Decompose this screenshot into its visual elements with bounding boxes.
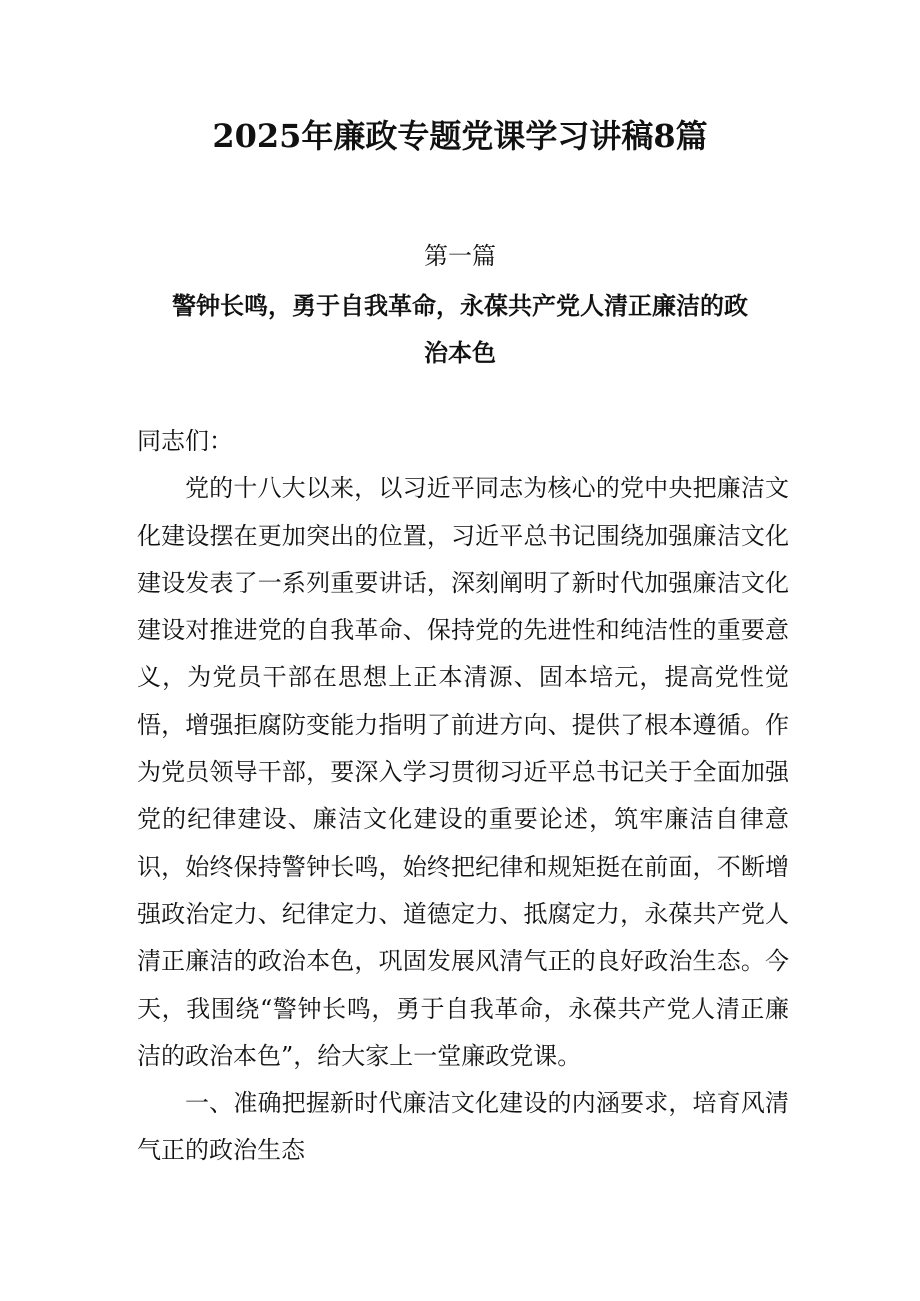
section-label: 第一篇 (424, 242, 496, 270)
salutation: 同志们： (137, 427, 233, 455)
body-paragraph-heading-1: 一、准确把握新时代廉洁文化建设的内涵要求，培育风清气正的政治生态 (137, 1089, 789, 1165)
document-title: 2025年廉政专题党课学习讲稿8篇 (212, 117, 708, 155)
body-paragraph-intro: 党的十八大以来，以习近平同志为核心的党中央把廉洁文化建设摆在更加突出的位置，习近平总书记围绕加强廉洁文化建设发表了一系列重要讲话，深刻阐明了新时代加强廉洁文化建设对推进党的自我革命、保持党的先进性和纯洁性的重要意义，为党员干部在思想上正本清源、固本培元，提高党性觉悟，增强拒腐防变能力指明了前进方向、提供了根本遵循。作为党员领导干部，要深入学习贯彻习近平总书记关于全面加强党的纪律建设、廉洁文化建设的重要论述，筑牢廉洁自律意识，始终保持警钟长鸣，始终把纪律和规矩挺在前面，不断增强政治定力、纪律定力、道德定力、抵腐定力，永葆共产党人清正廉洁的政治本色，巩固发展风清气正的良好政治生态。今天，我围绕“警钟长鸣，勇于自我革命，永葆共产党人清正廉洁的政治本色”，给大家上一堂廉政党课。 (137, 474, 789, 1070)
section-heading: 警钟长鸣，勇于自我革命，永葆共产党人清正廉洁的政治本色 (172, 292, 748, 367)
document-body (137, 418, 789, 1175)
